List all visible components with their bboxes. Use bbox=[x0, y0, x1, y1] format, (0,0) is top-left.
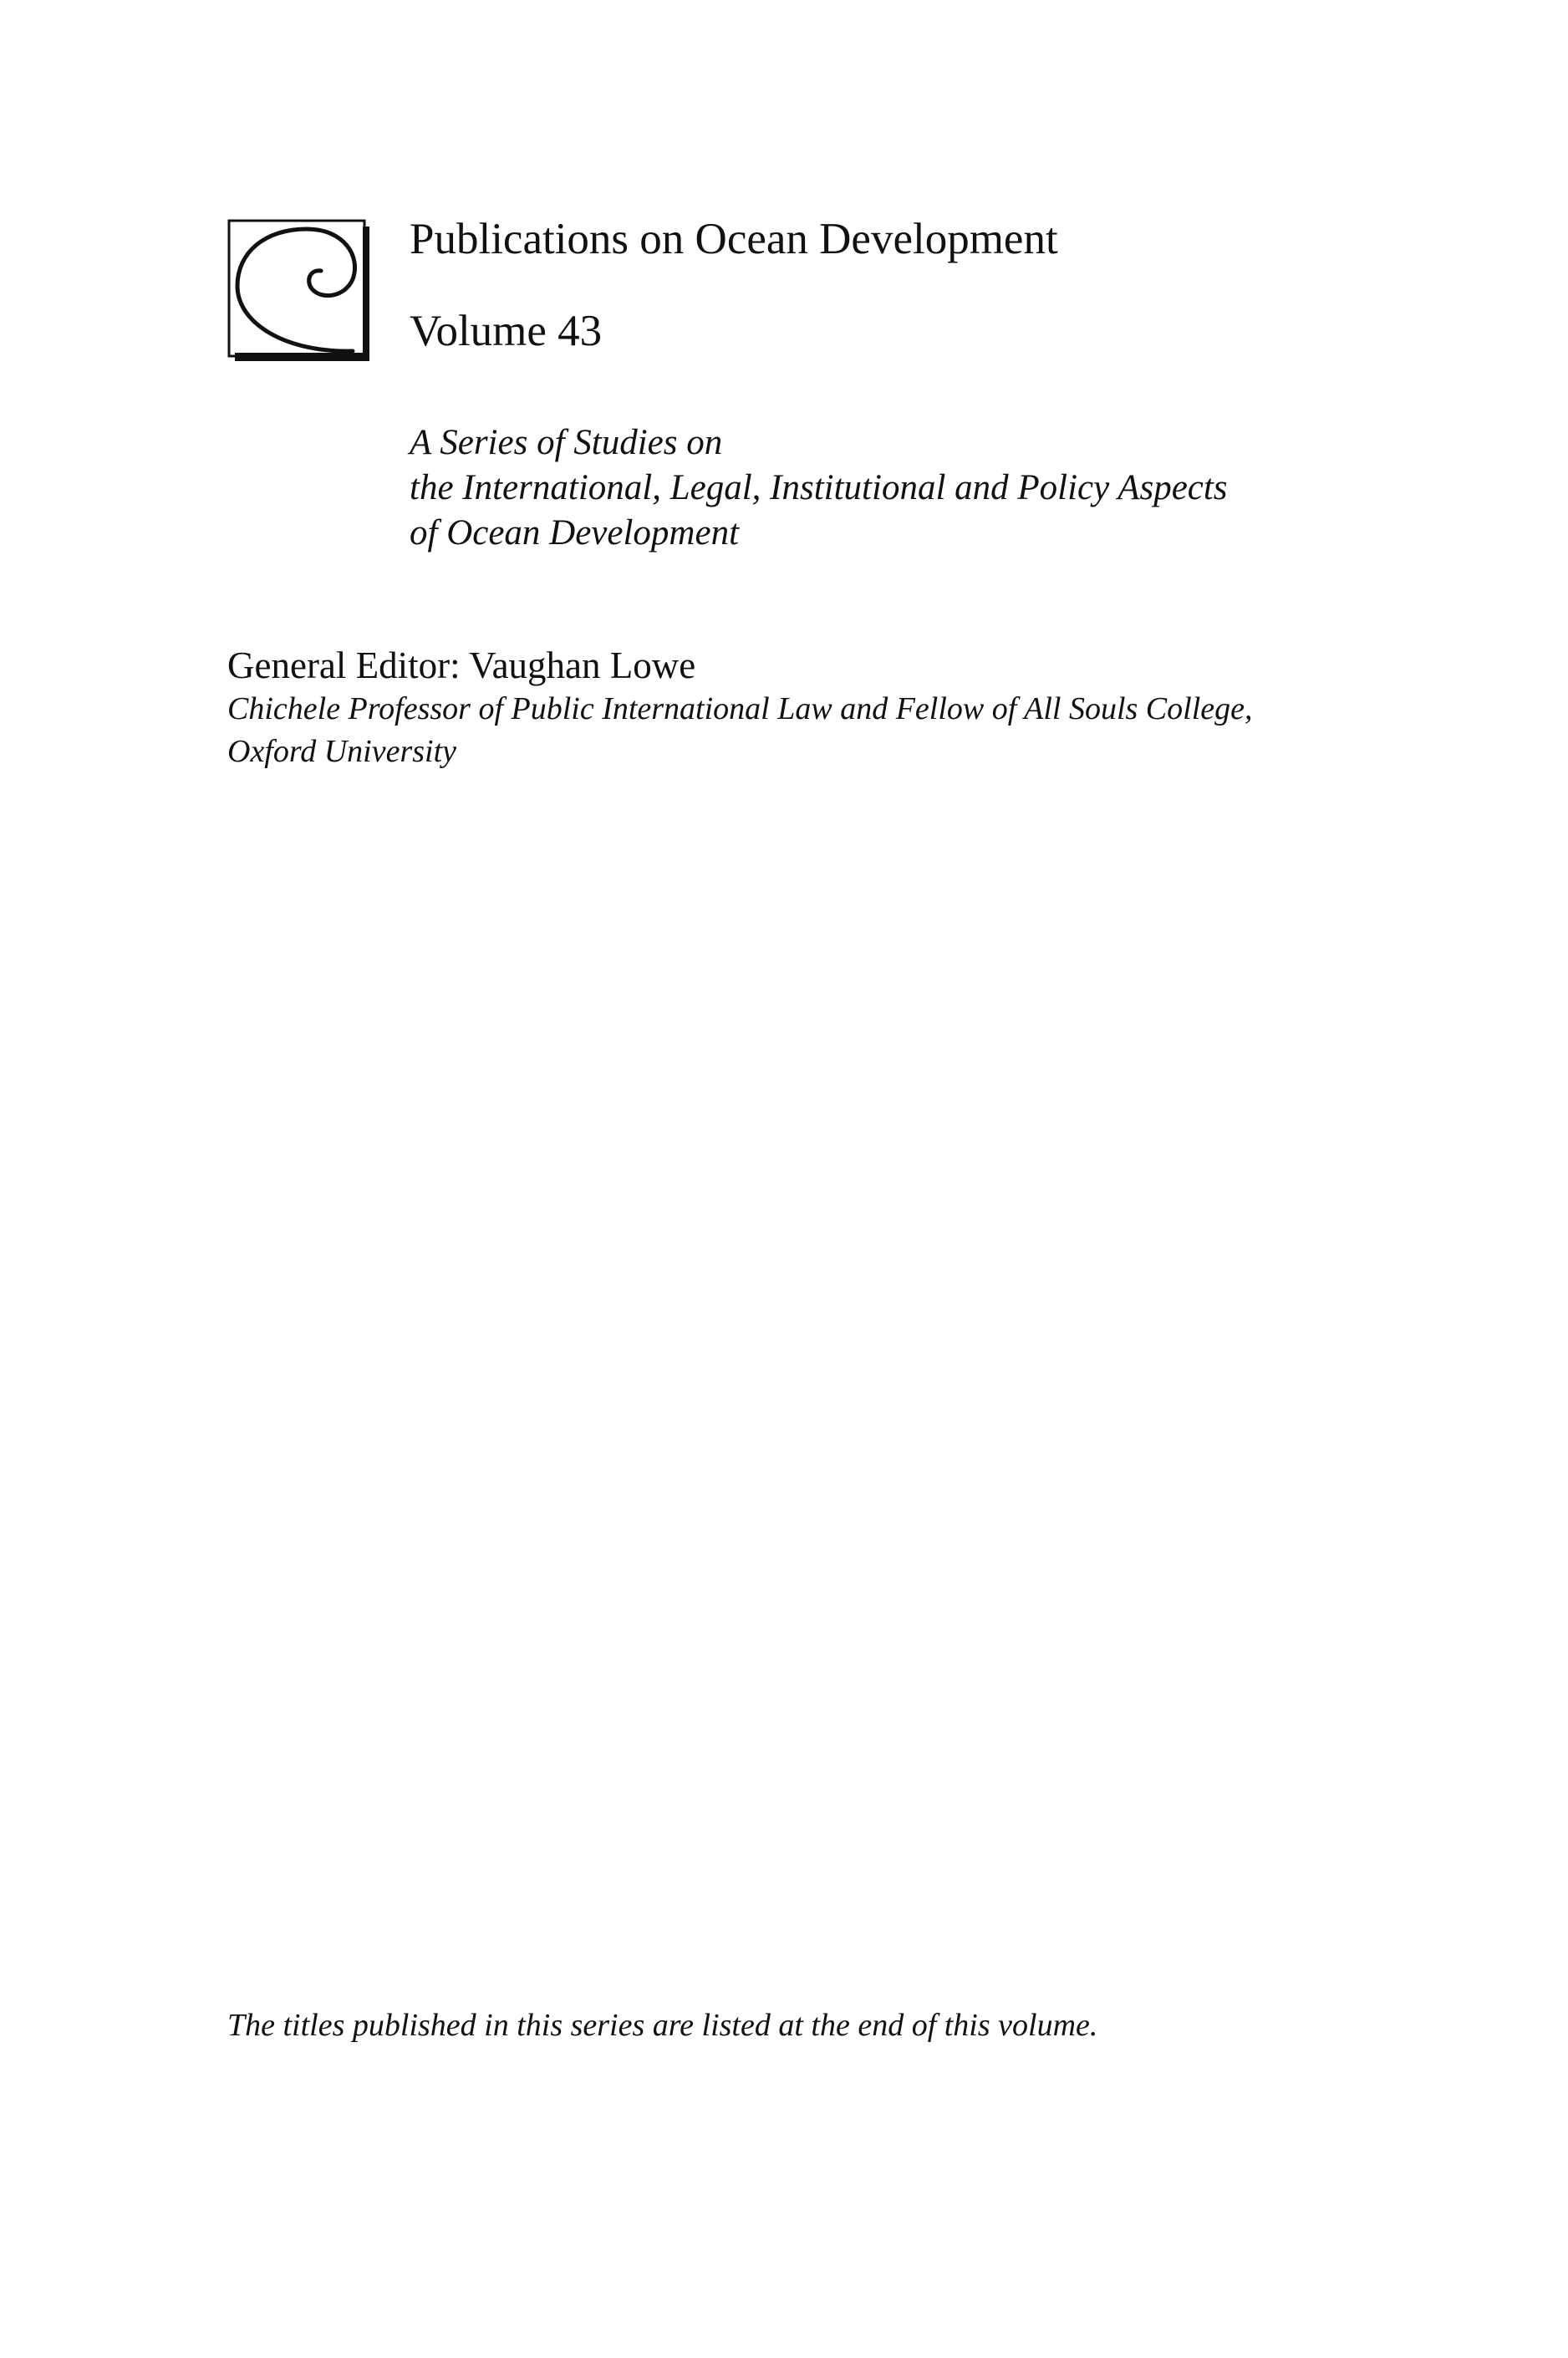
editor-affiliation bbox=[227, 688, 1252, 773]
general-editor: General Editor: Vaughan Lowe bbox=[227, 644, 696, 686]
series-title: Publications on Ocean Development bbox=[410, 215, 1058, 263]
series-listing-note: The titles published in this series are listed at the end of this volume. bbox=[227, 2008, 1098, 2043]
series-description-line: of Ocean Development bbox=[410, 513, 740, 553]
series-description bbox=[410, 420, 1228, 556]
series-description-line: the International, Legal, Institutional and Policy Aspects bbox=[410, 468, 1228, 507]
volume-number: Volume 43 bbox=[410, 307, 603, 355]
editor-affiliation-line: Chichele Professor of Public International Law and Fellow of All Souls College, bbox=[227, 691, 1253, 726]
series-description-line: A Series of Studies on bbox=[410, 423, 723, 462]
editor-affiliation-line: Oxford University bbox=[227, 734, 457, 769]
publisher-logo-icon bbox=[227, 219, 372, 364]
